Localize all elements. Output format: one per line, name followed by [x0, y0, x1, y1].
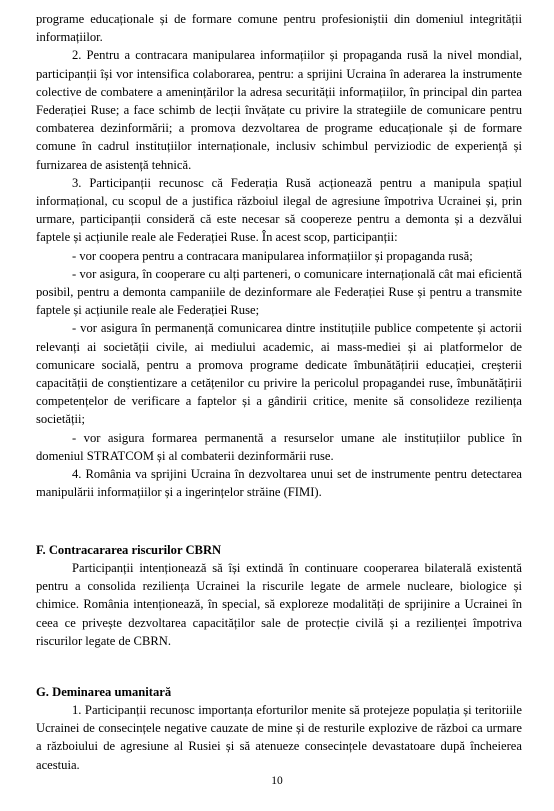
section-heading-f: F. Contracararea riscurilor CBRN: [36, 543, 222, 557]
section-f: [36, 541, 522, 650]
paragraph-4: 4. România va sprijini Ucraina în dezvoltarea unui set de instrumente pentru detectarea manipulării informațiilor și a ingerințelor străine (FIMI).: [36, 467, 522, 500]
paragraph-3: 3. Participanții recunosc că Federația Rusă acționează pentru a manipula spațiul informațional, cu scopul de a justifica războiul ilegal de agresiune împotriva Ucrainei și, prin urmare, participanții consideră că este necesar să coopereze pentru a demonta și a dezvălui faptele și acțiunile reale ale Federației Ruse. În acest scop, participanții:: [36, 175, 522, 245]
bullet-item-2: - vor asigura, în cooperare cu alți parteneri, o comunicare internațională cât mai eficientă posibil, pentru a demonta campaniile de dezinformare ale Federației Ruse și pentru a transmite faptele și acțiunile reale ale Federației Ruse;: [36, 266, 522, 318]
section-g: [36, 683, 522, 774]
paragraph-2: 2. Pentru a contracara manipularea informațiilor și propaganda rusă la nivel mondial, participanții își vor intensifica colaborarea, pentru: a sprijini Ucraina în aderarea la instrumente colective de combatere a amenințărilor la adresa securității informațiilor, în principal din partea Federației Ruse; a face schimb de lecții învățate cu privire la strategiile de comunicare pentru combaterea dezinformării; a promova dezvoltarea de programe educaționale și de formare comune în cadrul instituțiilor internaționale, inclusiv schimbul perviziodic de experiență și furnizarea de asistență tehnică.: [36, 48, 522, 172]
bullet-item-3: - vor asigura în permanență comunicarea dintre instituțiile publice competente și actorii relevanți ai societății civile, ai mediului academic, ai mass-mediei și ai platformelor de comunicare socială, pentru a promova programe dedicate îmbunătățirii educației, creșterii capacității de conștientizare a cetățenilor cu privire la pericolul propagandei ruse, îmbunătățirii competențelor de verificare a faptelor și a gândirii critice, menite să consolideze reziliența societății;: [36, 321, 522, 427]
bullet-item-4: - vor asigura formarea permanentă a resurselor umane ale instituțiilor publice în domeniul STRATCOM și al combaterii dezinformării ruse.: [36, 430, 522, 463]
section-heading-g: G. Deminarea umanitară: [36, 685, 172, 699]
page-number: 10: [271, 775, 283, 787]
section-g-body: 1. Participanții recunosc importanța eforturilor menite să protejeze populația și teritoriile Ucrainei de consecințele negative cauzate de mine și de resturile explozive de război ca urmare a războiului de agresiune al Rusiei și să atenueze consecințele devastatoare după încheierea acestuia.: [36, 703, 522, 772]
body-text-top: [36, 10, 522, 501]
bullet-item-1: - vor coopera pentru a contracara manipularea informațiilor și propaganda rusă;: [72, 248, 473, 263]
paragraph-continuation: programe educaționale și de formare comune pentru profesioniștii din domeniul integrității informațiilor.: [36, 12, 522, 45]
section-f-body: Participanții intenționează să își extindă în continuare cooperarea bilaterală existentă pentru a consolida reziliența Ucrainei la riscurile legate de armele nucleare, biologice și chimice. România intenționează, în special, să exploreze modalități de sprijinire a Ucrainei în ceea ce privește dezvoltarea capacităților sale de protecție civilă și a rezilienței împotriva riscurilor legate de CBRN.: [36, 561, 522, 648]
